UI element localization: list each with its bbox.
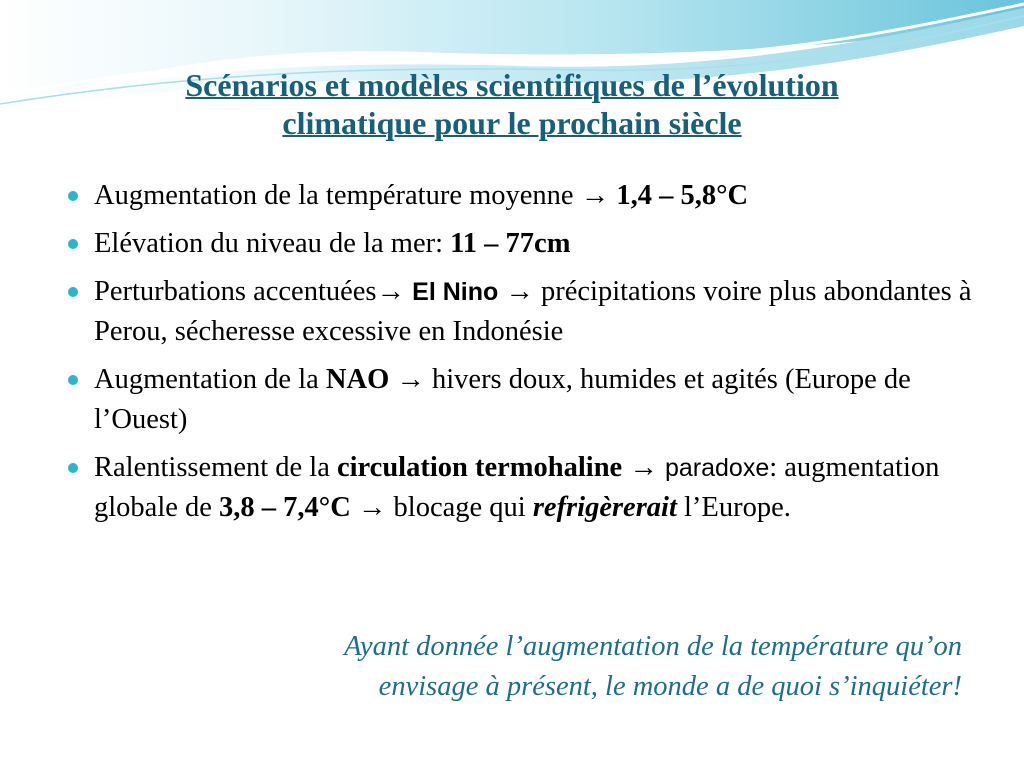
bullet-temperature: Augmentation de la température moyenne → 1,4 – 5,8°C bbox=[62, 176, 982, 216]
title-line-2: climatique pour le prochain siècle bbox=[282, 105, 742, 141]
bullet-dot-icon bbox=[68, 239, 78, 249]
bullet-sea-level: Elévation du niveau de la mer: 11 – 77cm bbox=[62, 224, 982, 264]
bullet-el-nino: Perturbations accentuées→ El Nino → précipitations voire plus abondantes à Perou, sécheresse excessive en Indonésie bbox=[62, 272, 982, 352]
bullet-dot-icon bbox=[68, 375, 78, 385]
title-line-1: Scénarios et modèles scientifiques de l’évolution bbox=[185, 67, 839, 103]
bullet-list bbox=[62, 176, 982, 536]
bullet-dot-icon bbox=[68, 463, 78, 473]
bullet-thermohaline: Ralentissement de la circulation termohaline → paradoxe: augmentation globale de 3,8 – 7,4°C → blocage qui refrigèrerait l’Europe. bbox=[62, 448, 982, 528]
slide-title bbox=[60, 66, 964, 142]
bullet-dot-icon bbox=[68, 287, 78, 297]
bullet-nao: Augmentation de la NAO → hivers doux, humides et agités (Europe de l’Ouest) bbox=[62, 360, 982, 440]
conclusion-text: Ayant donnée l’augmentation de la température qu’on envisage à présent, le monde a de quoi s’inquiéter! bbox=[344, 631, 962, 702]
bullet-dot-icon bbox=[68, 191, 78, 201]
